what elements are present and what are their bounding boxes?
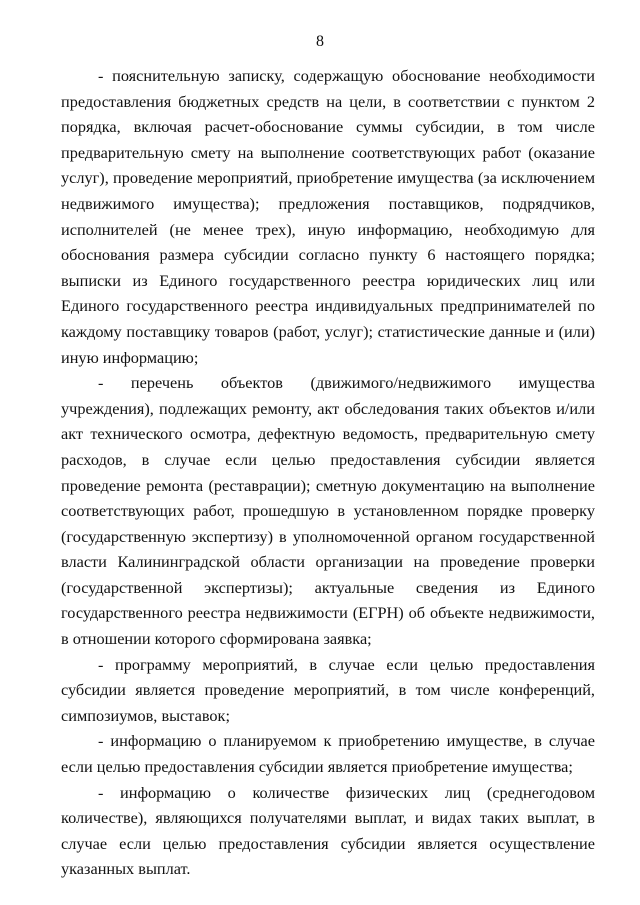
paragraph-explanatory-note: - пояснительную записку, содержащую обоснование необходимости предоставления бюджетных средств на цели, в соответствии с пунктом 2 порядка, включая расчет-обоснование суммы субсидии, в том числе предварительную смету на выполнение соответствующих работ (оказание услуг), проведение мероприятий, приобретение имущества (за исключением недвижимого имущества); предложения поставщиков, подрядчиков, исполнителей (не менее трех), иную информацию, необходимую для обоснования размера субсидии согласно пункту 6 настоящего порядка; выписки из Единого государственного реестра юридических лиц или Единого государственного реестра индивидуальных предпринимателей по каждому поставщику товаров (работ, услуг); статистические данные и (или) иную информацию; [61, 66, 595, 367]
page-number: 8 [316, 33, 324, 50]
document-body [61, 63, 595, 882]
paragraph-payments-info: - информацию о количестве физических лиц (среднегодовом количестве), являющихся получателями выплат, и видах таких выплат, в случае если целью предоставления субсидии является осуществление указанных выплат. [61, 782, 595, 879]
paragraph-repair-objects: - перечень объектов (движимого/недвижимого имущества учреждения), подлежащих ремонту, акт обследования таких объектов и/или акт технического осмотра, дефектную ведомость, предварительную смету расходов, в случае если целью предоставления субсидии является проведение ремонта (реставрации); сметную документацию на выполнение соответствующих работ, прошедшую в установленном порядке проверку (государственную экспертизу) в уполномоченной органом государственной власти Калининградской области организации на проведение проверки (государственной экспертизы); актуальные сведения из Единого государственного реестра недвижимости (ЕГРН) об объекте недвижимости, в отношении которого сформирована заявка; [61, 373, 595, 649]
paragraph-property-info: - информацию о планируемом к приобретению имуществе, в случае если целью предоставления субсидии является приобретение имущества; [61, 731, 595, 777]
paragraph-event-program: - программу мероприятий, в случае если целью предоставления субсидии является проведение мероприятий, в том числе конференций, симпозиумов, выставок; [61, 654, 595, 725]
